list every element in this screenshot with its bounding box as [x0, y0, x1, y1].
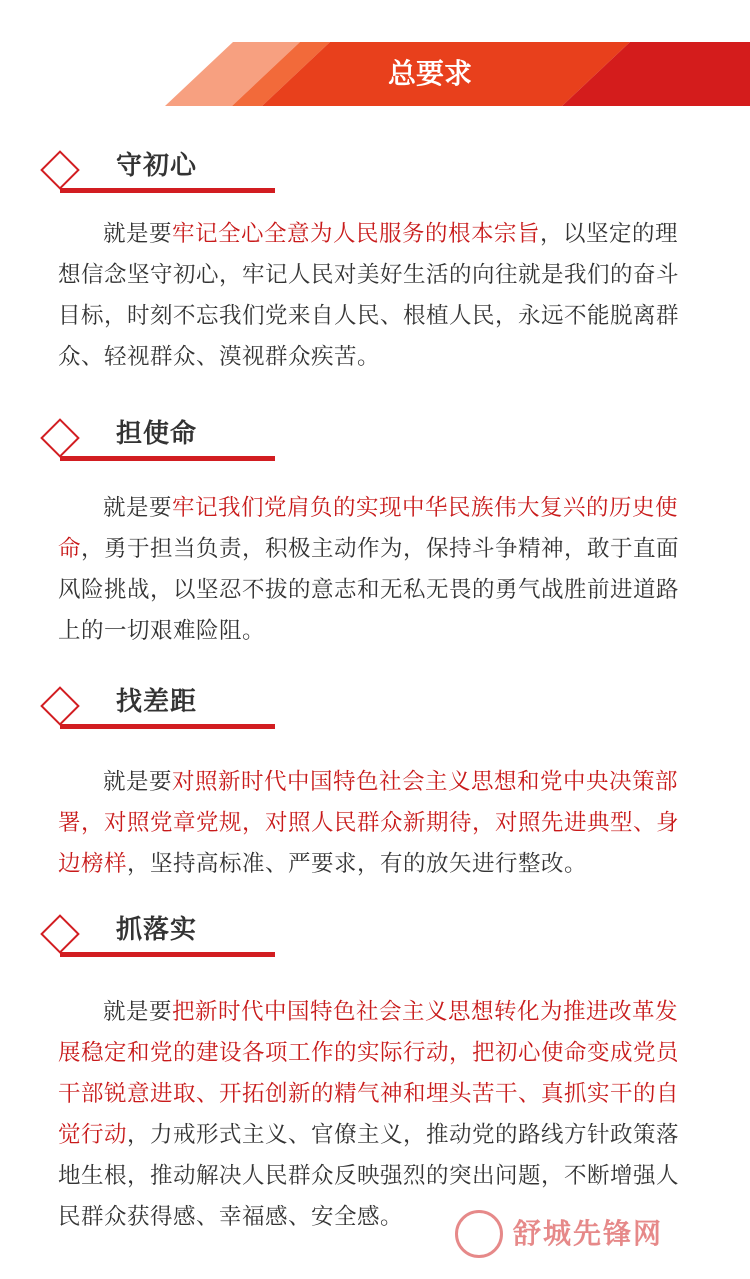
- body-text: 就是要: [103, 769, 173, 795]
- body-text: 就是要: [103, 999, 173, 1025]
- body-text: ，勇于担当负责，积极主动作为，保持斗争精神，敢于直面风险挑战，以坚忍不拔的意志和无私无畏的勇气战胜前进道路上的一切艰难险阻。: [58, 536, 680, 644]
- body-text: ，以坚定的理想信念坚守初心，牢记人民对美好生活的向往就是我们的奋斗目标，时刻不忘我们党来自人民、根植人民，永远不能脱离群众、轻视群众、漠视群众疾苦。: [58, 221, 680, 370]
- section-body: [58, 214, 698, 378]
- body-highlight: 牢记我们党肩负的实现中华民族伟大复兴的历史使命: [58, 495, 679, 562]
- diamond-icon: [40, 418, 80, 458]
- section-title: 抓落实: [116, 915, 198, 945]
- seal-icon: [455, 1210, 503, 1258]
- watermark: [455, 1206, 695, 1266]
- section-body: [58, 488, 698, 652]
- section-title: 守初心: [116, 151, 198, 181]
- watermark-text: 舒城先锋网: [513, 1217, 664, 1250]
- section-body: [58, 992, 698, 1238]
- section-underline: [60, 952, 275, 957]
- body-text: 就是要: [103, 221, 173, 247]
- body-text: ，力戒形式主义、官僚主义，推动党的路线方针政策落地生根，推动解决人民群众反映强烈的突出问题，不断增强人民群众获得感、幸福感、安全感。: [58, 1122, 680, 1230]
- section-underline: [60, 724, 275, 729]
- section-title: 担使命: [116, 419, 198, 449]
- body-highlight: 把新时代中国特色社会主义思想转化为推进改革发展稳定和党的建设各项工作的实际行动，把初心使命变成党员干部锐意进取、开拓创新的精气神和埋头苦干、真抓实干的自觉行动: [58, 999, 680, 1148]
- banner-title: 总要求: [387, 57, 472, 90]
- body-text: 就是要: [103, 495, 173, 521]
- body-highlight: 牢记全心全意为人民服务的根本宗旨: [172, 221, 541, 247]
- section-underline: [60, 188, 275, 193]
- diamond-icon: [40, 150, 80, 190]
- section-heading: [0, 912, 300, 962]
- section-title: 找差距: [116, 687, 198, 717]
- section-heading: [0, 684, 300, 734]
- body-text: ，坚持高标准、严要求，有的放矢进行整改。: [127, 851, 588, 877]
- diamond-icon: [40, 686, 80, 726]
- body-highlight: 对照新时代中国特色社会主义思想和党中央决策部署，对照党章党规，对照人民群众新期待，对照先进典型、身边榜样: [58, 769, 680, 877]
- section-body: [58, 762, 698, 885]
- section-heading: [0, 148, 300, 198]
- section-heading: [0, 416, 300, 466]
- section-underline: [60, 456, 275, 461]
- diamond-icon: [40, 914, 80, 954]
- header-banner: [0, 42, 750, 106]
